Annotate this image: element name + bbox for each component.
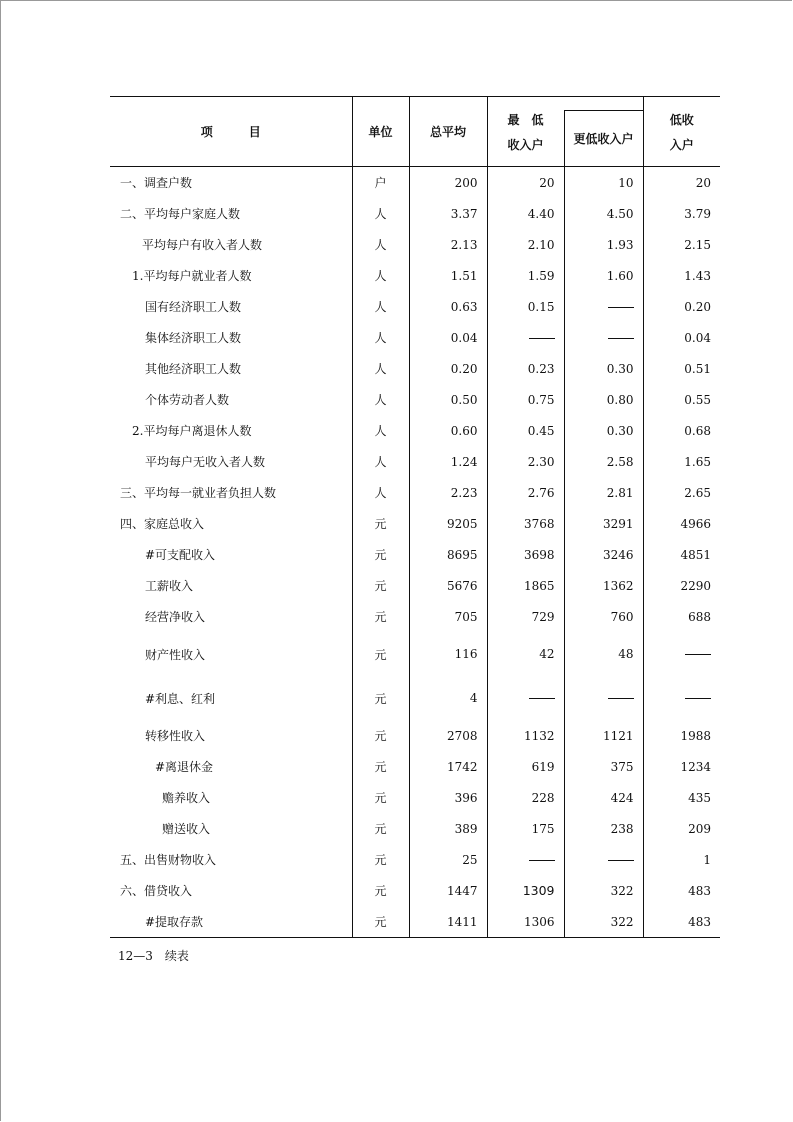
cell-lowest-income: 0.15 [487, 291, 564, 322]
cell-total-average: 8695 [409, 539, 487, 570]
row-label: #可支配收入 [145, 548, 216, 562]
cell-lowest-income: 1865 [487, 570, 564, 601]
no-data-dash [529, 860, 555, 861]
table-row [110, 415, 720, 446]
cell-even-lower-income: 322 [564, 906, 643, 938]
cell-even-lower-income: 4.50 [564, 198, 643, 229]
table-row [110, 167, 720, 199]
cell-even-lower-income: 322 [564, 875, 643, 906]
table-row [110, 813, 720, 844]
row-label: 个体劳动者人数 [145, 393, 230, 407]
cell-low-income: 435 [643, 782, 720, 813]
table-row [110, 198, 720, 229]
cell-even-lower-income: 3291 [564, 508, 643, 539]
table-row [110, 782, 720, 813]
cell-low-income: 0.55 [643, 384, 720, 415]
row-unit: 人 [352, 322, 409, 353]
cell-even-lower-income: 760 [564, 601, 643, 632]
header-low-income [643, 97, 720, 167]
cell-low-income: 1234 [643, 751, 720, 782]
row-label: 六、借贷收入 [120, 884, 193, 898]
row-label: 转移性收入 [145, 729, 206, 743]
cell-even-lower-income: 424 [564, 782, 643, 813]
cell-total-average: 1742 [409, 751, 487, 782]
row-label: 其他经济职工人数 [145, 362, 242, 376]
cell-low-income: 3.79 [643, 198, 720, 229]
row-label: 一、调查户数 [120, 176, 193, 190]
row-unit: 人 [352, 198, 409, 229]
cell-total-average: 2708 [409, 720, 487, 751]
no-data-dash [529, 698, 555, 699]
table-body [110, 167, 720, 938]
cell-even-lower-income [564, 676, 643, 720]
cell-even-lower-income: 375 [564, 751, 643, 782]
row-label: 2.平均每户离退休人数 [132, 424, 252, 438]
cell-even-lower-income: 0.30 [564, 353, 643, 384]
cell-lowest-income: 619 [487, 751, 564, 782]
cell-low-income: 1 [643, 844, 720, 875]
table-row [110, 539, 720, 570]
table-row [110, 751, 720, 782]
row-label: 二、平均每户家庭人数 [120, 207, 241, 221]
table-row [110, 384, 720, 415]
no-data-dash [608, 698, 634, 699]
cell-total-average: 0.04 [409, 322, 487, 353]
cell-low-income: 1.65 [643, 446, 720, 477]
cell-low-income: 483 [643, 906, 720, 938]
cell-total-average: 705 [409, 601, 487, 632]
cell-even-lower-income [564, 291, 643, 322]
header-unit: 单位 [352, 97, 409, 167]
cell-total-average: 0.60 [409, 415, 487, 446]
cell-lowest-income [487, 322, 564, 353]
cell-total-average: 2.23 [409, 477, 487, 508]
cell-low-income: 20 [643, 167, 720, 199]
cell-lowest-income: 42 [487, 632, 564, 676]
table-row [110, 906, 720, 938]
cell-lowest-income [487, 676, 564, 720]
no-data-dash [685, 698, 711, 699]
row-unit: 人 [352, 229, 409, 260]
row-label: 赡养收入 [162, 791, 211, 805]
row-unit: 元 [352, 906, 409, 938]
no-data-dash [608, 338, 634, 339]
row-label: 赠送收入 [162, 822, 211, 836]
cell-lowest-income: 3698 [487, 539, 564, 570]
cell-low-income: 0.51 [643, 353, 720, 384]
cell-low-income: 2290 [643, 570, 720, 601]
header-even-lower-income: 更低收入户 [564, 111, 643, 167]
row-label: 三、平均每一就业者负担人数 [120, 486, 277, 500]
table-row [110, 291, 720, 322]
cell-even-lower-income: 2.58 [564, 446, 643, 477]
row-unit: 人 [352, 384, 409, 415]
cell-low-income: 1.43 [643, 260, 720, 291]
row-unit: 元 [352, 632, 409, 676]
cell-lowest-income [487, 844, 564, 875]
cell-lowest-income: 3768 [487, 508, 564, 539]
footnote: 12—3 续表 [118, 949, 189, 963]
header-lowest-line1: 最 低 [507, 112, 544, 127]
cell-total-average: 116 [409, 632, 487, 676]
row-label: 工薪收入 [145, 579, 194, 593]
cell-lowest-income: 4.40 [487, 198, 564, 229]
table-row [110, 720, 720, 751]
table-row [110, 676, 720, 720]
row-unit: 元 [352, 782, 409, 813]
cell-even-lower-income: 3246 [564, 539, 643, 570]
cell-lowest-income: 1306 [487, 906, 564, 938]
no-data-dash [608, 860, 634, 861]
income-statistics-table [110, 96, 720, 938]
cell-low-income: 4851 [643, 539, 720, 570]
table-row [110, 570, 720, 601]
cell-low-income: 2.65 [643, 477, 720, 508]
cell-lowest-income: 1.59 [487, 260, 564, 291]
cell-even-lower-income: 1.93 [564, 229, 643, 260]
row-label: 国有经济职工人数 [145, 300, 242, 314]
table-row [110, 632, 720, 676]
no-data-dash [685, 654, 711, 655]
cell-even-lower-income: 10 [564, 167, 643, 199]
row-label: 集体经济职工人数 [145, 331, 242, 345]
row-label: 财产性收入 [145, 647, 206, 662]
cell-low-income: 4966 [643, 508, 720, 539]
cell-even-lower-income: 0.80 [564, 384, 643, 415]
cell-lowest-income: 228 [487, 782, 564, 813]
cell-low-income: 1988 [643, 720, 720, 751]
header-low-line1: 低收 [669, 112, 694, 127]
row-unit: 人 [352, 477, 409, 508]
row-unit: 人 [352, 260, 409, 291]
cell-total-average: 3.37 [409, 198, 487, 229]
row-unit: 人 [352, 291, 409, 322]
cell-total-average: 5676 [409, 570, 487, 601]
cell-lowest-income: 0.23 [487, 353, 564, 384]
cell-even-lower-income: 0.30 [564, 415, 643, 446]
table-row [110, 844, 720, 875]
cell-low-income: 0.20 [643, 291, 720, 322]
cell-total-average: 9205 [409, 508, 487, 539]
cell-even-lower-income [564, 322, 643, 353]
row-label: 平均每户无收入者人数 [145, 455, 266, 469]
no-data-dash [529, 338, 555, 339]
cell-total-average: 200 [409, 167, 487, 199]
row-label: 平均每户有收入者人数 [142, 238, 263, 252]
cell-total-average: 396 [409, 782, 487, 813]
cell-total-average: 1447 [409, 875, 487, 906]
cell-lowest-income: 729 [487, 601, 564, 632]
table-row [110, 229, 720, 260]
header-total-average: 总平均 [409, 97, 487, 167]
row-unit: 户 [352, 167, 409, 199]
row-unit: 元 [352, 844, 409, 875]
row-unit: 元 [352, 751, 409, 782]
table-row [110, 322, 720, 353]
row-unit: 人 [352, 353, 409, 384]
row-unit: 元 [352, 601, 409, 632]
cell-lowest-income: 20 [487, 167, 564, 199]
table-row [110, 477, 720, 508]
row-unit: 人 [352, 446, 409, 477]
cell-total-average: 2.13 [409, 229, 487, 260]
cell-even-lower-income: 48 [564, 632, 643, 676]
table-row [110, 601, 720, 632]
cell-even-lower-income: 1121 [564, 720, 643, 751]
row-unit: 元 [352, 720, 409, 751]
row-label: 经营净收入 [145, 610, 206, 624]
row-label: 四、家庭总收入 [120, 517, 205, 531]
cell-lowest-income: 1309 [487, 875, 564, 906]
header-lowest-line2: 收入户 [507, 137, 544, 152]
cell-low-income: 483 [643, 875, 720, 906]
cell-lowest-income: 2.10 [487, 229, 564, 260]
cell-total-average: 0.20 [409, 353, 487, 384]
header-lowest-income [487, 97, 564, 167]
row-unit: 人 [352, 415, 409, 446]
no-data-dash [608, 307, 634, 308]
cell-total-average: 0.50 [409, 384, 487, 415]
cell-lowest-income: 0.45 [487, 415, 564, 446]
table-row [110, 875, 720, 906]
row-label: 五、出售财物收入 [120, 853, 217, 867]
cell-even-lower-income: 1362 [564, 570, 643, 601]
row-unit: 元 [352, 813, 409, 844]
header-low-line2: 入户 [669, 137, 694, 152]
row-label: #提取存款 [110, 906, 352, 938]
cell-even-lower-income [564, 844, 643, 875]
cell-low-income: 2.15 [643, 229, 720, 260]
cell-lowest-income: 1132 [487, 720, 564, 751]
row-label: 1.平均每户就业者人数 [132, 269, 252, 283]
header-spacer [564, 97, 643, 111]
cell-low-income: 0.68 [643, 415, 720, 446]
row-unit: 元 [352, 508, 409, 539]
cell-even-lower-income: 2.81 [564, 477, 643, 508]
row-unit: 元 [352, 539, 409, 570]
cell-total-average: 389 [409, 813, 487, 844]
row-unit: 元 [352, 570, 409, 601]
cell-lowest-income: 0.75 [487, 384, 564, 415]
cell-lowest-income: 175 [487, 813, 564, 844]
cell-total-average: 1.51 [409, 260, 487, 291]
cell-low-income: 209 [643, 813, 720, 844]
cell-total-average: 0.63 [409, 291, 487, 322]
table-row [110, 260, 720, 291]
cell-low-income [643, 676, 720, 720]
row-label: #离退休金 [155, 760, 214, 774]
cell-total-average: 1411 [409, 906, 487, 938]
table-row [110, 353, 720, 384]
cell-even-lower-income: 1.60 [564, 260, 643, 291]
cell-low-income: 0.04 [643, 322, 720, 353]
row-unit: 元 [352, 676, 409, 720]
header-item: 项 目 [110, 97, 352, 167]
cell-lowest-income: 2.30 [487, 446, 564, 477]
cell-even-lower-income: 238 [564, 813, 643, 844]
cell-total-average: 25 [409, 844, 487, 875]
table-row [110, 508, 720, 539]
row-label: #利息、红利 [145, 691, 216, 706]
cell-total-average: 1.24 [409, 446, 487, 477]
cell-total-average: 4 [409, 676, 487, 720]
table-row [110, 446, 720, 477]
cell-low-income [643, 632, 720, 676]
cell-lowest-income: 2.76 [487, 477, 564, 508]
cell-low-income: 688 [643, 601, 720, 632]
row-unit: 元 [352, 875, 409, 906]
